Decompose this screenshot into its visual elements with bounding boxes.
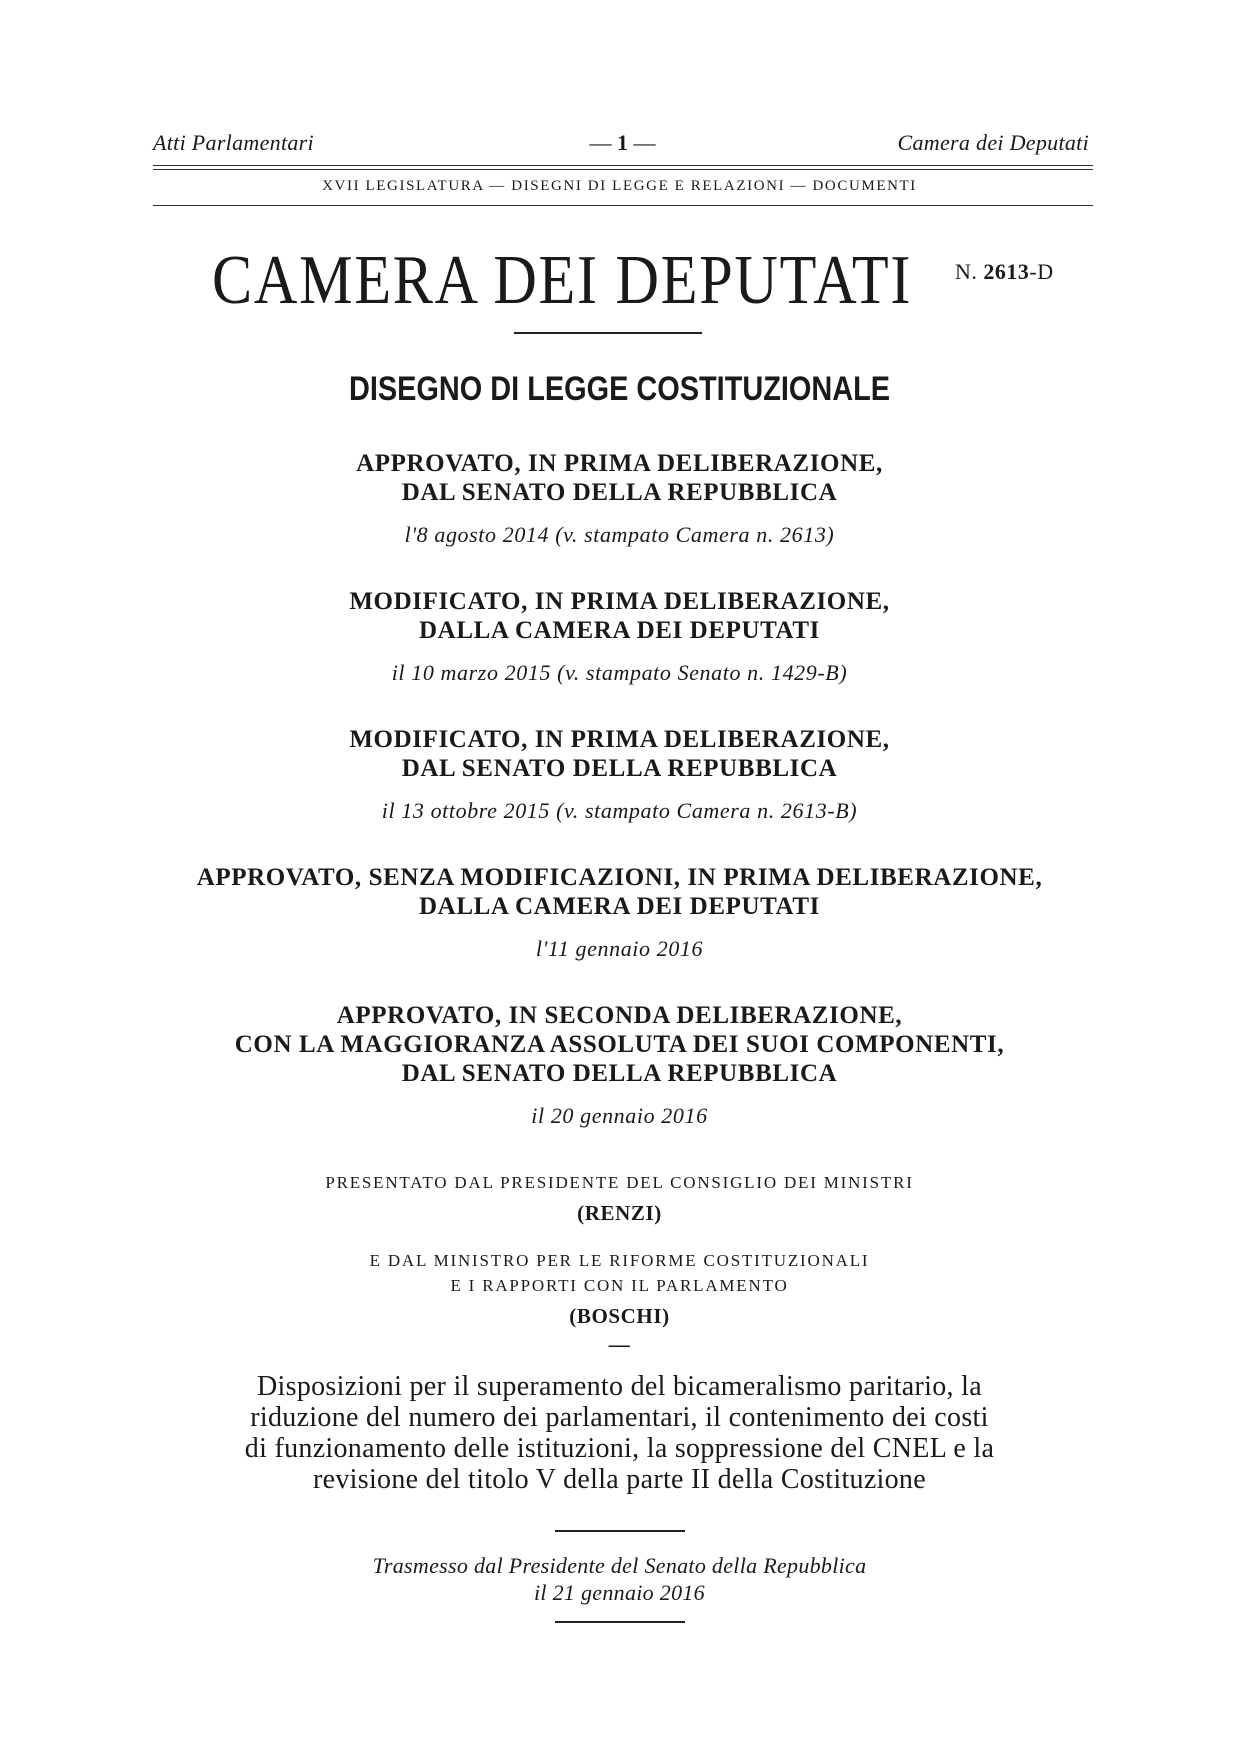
step-4-date: l'11 gennaio 2016 xyxy=(535,936,704,961)
document-number-value: 2613 xyxy=(983,259,1030,284)
header-rule-top xyxy=(153,165,1093,166)
presenter-first-label: PRESENTATO DAL PRESIDENTE DEL CONSIGLIO DEI MINISTRI xyxy=(325,1173,914,1192)
presenter-first-name: (RENZI) xyxy=(577,1201,662,1225)
presenter-second-label-1: E DAL MINISTRO PER LE RIFORME COSTITUZIONALI xyxy=(369,1251,870,1270)
transmission-note xyxy=(0,1552,1239,1606)
page-number-prefix: — xyxy=(589,130,617,155)
step-3-line2: DAL SENATO DELLA REPUBBLICA xyxy=(401,755,838,782)
transmission-line-1: Trasmesso dal Presidente del Senato della Repubblica xyxy=(372,1553,867,1578)
presenter-second-name: (BOSCHI) xyxy=(569,1304,670,1328)
page-number xyxy=(560,130,685,156)
title-rule xyxy=(514,332,702,334)
step-4-line2: DALLA CAMERA DEI DEPUTATI xyxy=(419,893,820,920)
step-3-date: il 13 ottobre 2015 (v. stampato Camera n. 2613-B) xyxy=(381,798,858,823)
step-1-line1: APPROVATO, IN PRIMA DELIBERAZIONE, xyxy=(356,450,883,477)
law-type: DISEGNO DI LEGGE COSTITUZIONALE xyxy=(348,370,891,408)
header-rule-top-2 xyxy=(153,169,1093,170)
header-right: Camera dei Deputati xyxy=(897,130,1089,155)
transmission-line-2: il 21 gennaio 2016 xyxy=(533,1580,705,1605)
step-1-date: l'8 agosto 2014 (v. stampato Camera n. 2613) xyxy=(404,522,835,547)
step-5-line1: APPROVATO, IN SECONDA DELIBERAZIONE, xyxy=(336,1002,903,1029)
step-5-date: il 20 gennaio 2016 xyxy=(531,1103,708,1128)
transmission-rule-bottom xyxy=(555,1621,685,1623)
page-number-suffix: — xyxy=(628,130,656,155)
header-rule-bottom xyxy=(153,205,1093,206)
step-4-line1: APPROVATO, SENZA MODIFICAZIONI, IN PRIMA DELIBERAZIONE, xyxy=(196,864,1043,891)
bill-title xyxy=(0,1371,1239,1495)
bill-title-line-1: Disposizioni per il superamento del bicameralismo paritario, la xyxy=(257,1371,982,1402)
presenter-second-label-2: E I RAPPORTI CON IL PARLAMENTO xyxy=(450,1276,789,1295)
document-number-prefix: N. xyxy=(955,259,984,284)
presenter-dash: — xyxy=(608,1332,631,1356)
page-number-value: 1 xyxy=(617,130,628,155)
document-number-suffix: -D xyxy=(1029,259,1054,284)
document-number xyxy=(955,259,1054,285)
bill-title-line-2: riduzione del numero dei parlamentari, il contenimento dei costi xyxy=(250,1402,989,1433)
bill-title-line-4: revisione del titolo V della parte II della Costituzione xyxy=(313,1464,926,1495)
step-2-line2: DALLA CAMERA DEI DEPUTATI xyxy=(419,617,820,644)
bill-title-line-3: di funzionamento delle istituzioni, la soppressione del CNEL e la xyxy=(244,1433,995,1464)
step-2-line1: MODIFICATO, IN PRIMA DELIBERAZIONE, xyxy=(349,588,890,615)
step-5-line2: CON LA MAGGIORANZA ASSOLUTA DEI SUOI COMPONENTI, xyxy=(234,1031,1005,1058)
step-1-line2: DAL SENATO DELLA REPUBBLICA xyxy=(401,479,838,506)
header-left: Atti Parlamentari xyxy=(153,130,314,155)
step-5-line3: DAL SENATO DELLA REPUBBLICA xyxy=(401,1060,838,1087)
step-3-line1: MODIFICATO, IN PRIMA DELIBERAZIONE, xyxy=(349,726,890,753)
chamber-title: CAMERA DEI DEPUTATI xyxy=(212,242,913,319)
transmission-rule-top xyxy=(555,1530,685,1532)
header-subheader: XVII LEGISLATURA — DISEGNI DI LEGGE E RELAZIONI — DOCUMENTI xyxy=(322,178,917,194)
step-2-date: il 10 marzo 2015 (v. stampato Senato n. 1429-B) xyxy=(391,660,848,685)
